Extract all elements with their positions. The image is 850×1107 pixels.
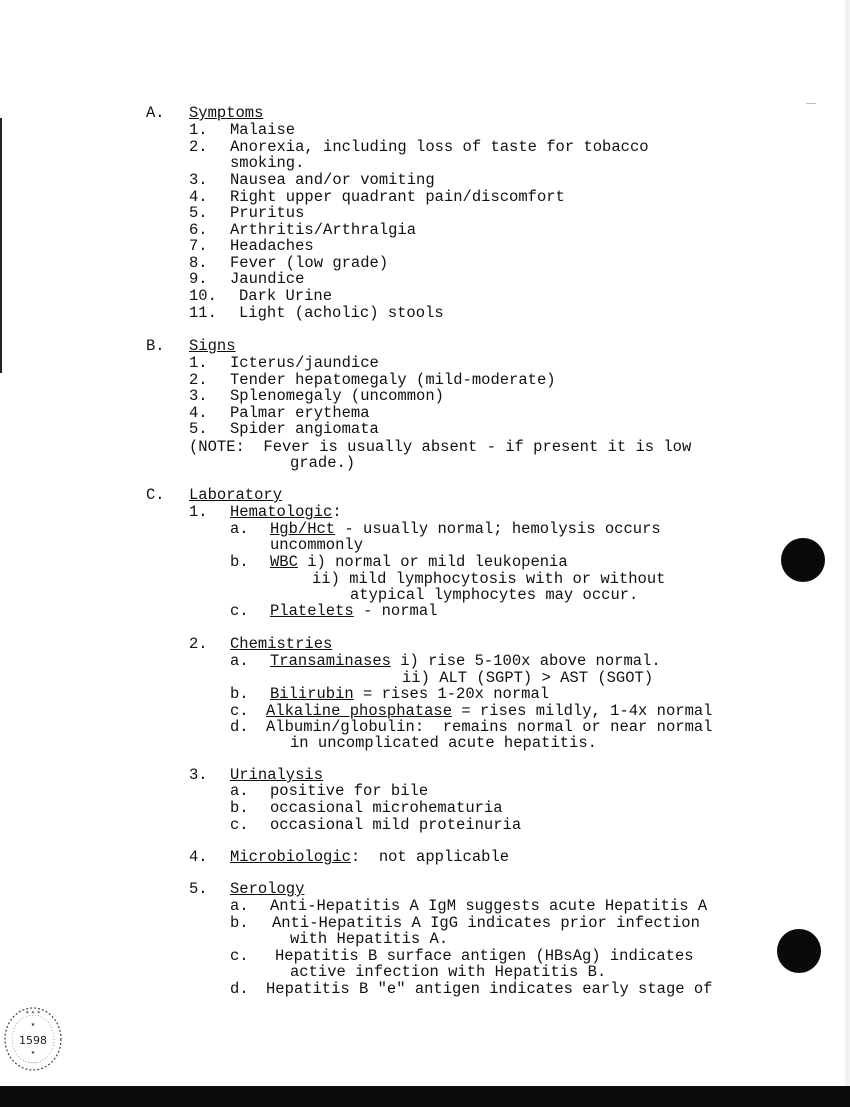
urinalysis-item: occasional microhematuria [270,799,503,817]
section-a-item-text: Right upper quadrant pain/discomfort [230,188,565,206]
urinalysis-letter: b. [230,799,249,817]
serology-item-cont: with Hepatitis A. [290,930,449,948]
section-c-title: Laboratory [189,486,283,504]
urinalysis-letter: a. [230,782,249,800]
chemistries-c-letter: c. [230,702,249,720]
platelets-term: Platelets [270,602,354,620]
section-a-item-num: 5. [189,204,208,222]
urinalysis-letter: c. [230,816,249,834]
platelets-text: - normal [353,602,438,620]
section-a-item-text: smoking. [230,154,305,172]
chemistries-num: 2. [189,635,208,653]
section-a-item-num: 8. [189,254,208,272]
section-a-item-text: Nausea and/or vomiting [230,171,435,189]
section-a-item-num: 6. [189,221,208,239]
scan-left-edge-mark [0,118,2,373]
bilirubin-text: = rises 1-20x normal [353,685,550,703]
section-a-item-num: 11. [189,304,217,322]
section-a-item-num: 10. [189,287,217,305]
section-a-item-text: Fever (low grade) [230,254,389,272]
punch-hole-lower [777,929,821,973]
scan-dash-mark [806,103,816,104]
section-b-item-num: 4. [189,404,208,422]
section-b-item-num: 3. [189,387,208,405]
urinalysis-item: occasional mild proteinuria [270,816,522,834]
hematologic-heading [230,504,342,521]
section-a-item-text: Jaundice [230,270,305,288]
section-a-item-num: 1. [189,121,208,139]
alkaline-phosphatase-text: = rises mildly, 1-4x normal [452,702,713,720]
hematologic-num: 1. [189,503,208,521]
section-a-item-num: 3. [189,171,208,189]
albumin-globulin-text: Albumin/globulin: remains normal or near normal [266,718,713,736]
albumin-globulin-cont: in uncomplicated acute hepatitis. [290,734,597,752]
section-b-item-text: Splenomegaly (uncommon) [230,387,444,405]
section-b-title: Signs [189,337,236,355]
serology-item: Hepatitis B "e" antigen indicates early stage of [266,980,713,998]
svg-text:· · ·: · · · [29,1060,37,1066]
section-a-item-text: Headaches [230,237,314,255]
wbc-cont: atypical lymphocytes may occur. [350,586,639,604]
serology-letter: d. [230,980,249,998]
wbc-cont: ii) mild lymphocytosis with or without [312,570,666,588]
transaminases-term: Transaminases [270,652,391,670]
section-a-title: Symptoms [189,104,264,122]
punch-hole-upper [781,538,825,582]
serology-item-cont: active infection with Hepatitis B. [290,963,607,981]
seal-stamp [2,1004,64,1074]
hematologic-a-cont: uncommonly [270,536,364,554]
section-c-marker: C. [146,486,165,504]
microbiologic-num: 4. [189,848,208,866]
seal-number: 1598 [19,1034,47,1047]
hematologic-b-letter: b. [230,553,249,571]
microbiologic-title: Microbiologic [230,848,351,866]
transaminases-cont: ii) ALT (SGPT) > AST (SGOT) [402,669,654,687]
chemistries-d-letter: d. [230,718,249,736]
section-b-item-num: 1. [189,354,208,372]
microbiologic-line [230,849,509,866]
hematologic-b-line [270,554,568,571]
microbiologic-text: : not applicable [350,848,510,866]
alkaline-phosphatase-term: Alkaline phosphatase [266,702,453,720]
section-a-item-num: 7. [189,237,208,255]
chemistries-b-line [270,686,549,703]
section-b-item-num: 5. [189,420,208,438]
hematologic-a-letter: a. [230,520,249,538]
section-b-item-text: Spider angiomata [230,420,379,438]
urinalysis-item: positive for bile [270,782,429,800]
section-a-item-text: Malaise [230,121,296,139]
transaminases-text: i) rise 5-100x above normal. [390,652,661,670]
svg-text:★: ★ [30,1022,36,1028]
section-b-item-text: Tender hepatomegaly (mild-moderate) [230,371,556,389]
section-b-item-text: Icterus/jaundice [230,354,379,372]
urinalysis-num: 3. [189,766,208,784]
serology-item: Anti-Hepatitis A IgM suggests acute Hepatitis A [270,897,708,915]
serology-num: 5. [189,880,208,898]
serology-title: Serology [230,880,305,898]
svg-text:★: ★ [30,1050,36,1056]
chemistries-a-line [270,653,661,670]
section-a-item-num: 4. [189,188,208,206]
section-a-item-text: Light (acholic) stools [239,304,444,322]
wbc-text: i) normal or mild leukopenia [297,553,568,571]
hematologic-title: Hematologic [230,503,333,521]
section-a-item-text: Dark Urine [239,287,333,305]
hematologic-c-letter: c. [230,602,249,620]
section-b-note: (NOTE: Fever is usually absent - if present it is low [189,438,692,456]
serology-item: Anti-Hepatitis A IgG indicates prior infection [272,914,700,932]
section-b-marker: B. [146,337,165,355]
section-a-marker: A. [146,104,165,122]
urinalysis-title: Urinalysis [230,766,324,784]
section-b-item-text: Palmar erythema [230,404,370,422]
section-a-item-text: Anorexia, including loss of taste for tobacco [230,138,649,156]
section-a-item-text: Arthritis/Arthralgia [230,221,417,239]
section-a-item-num: 9. [189,270,208,288]
serology-letter: b. [230,914,249,932]
hgb-hct-term: Hgb/Hct [270,520,336,538]
scan-bottom-border [0,1086,850,1107]
section-a-item-text: Pruritus [230,204,305,222]
hematologic-c-line [270,603,437,620]
serology-letter: c. [230,947,249,965]
section-a-item-num: 2. [189,138,208,156]
section-b-item-num: 2. [189,371,208,389]
section-b-note-cont: grade.) [290,454,356,472]
chemistries-title: Chemistries [230,635,333,653]
hematologic-colon: : [332,503,342,521]
chemistries-a-letter: a. [230,652,249,670]
serology-item: Hepatitis B surface antigen (HBsAg) indicates [275,947,694,965]
serology-letter: a. [230,897,249,915]
wbc-term: WBC [270,553,298,571]
scan-right-edge [845,0,850,1086]
bilirubin-term: Bilirubin [270,685,354,703]
hgb-hct-text: - usually normal; hemolysis occurs [335,520,661,538]
svg-text:✶ ✶ ✶: ✶ ✶ ✶ [25,1010,41,1016]
chemistries-b-letter: b. [230,685,249,703]
